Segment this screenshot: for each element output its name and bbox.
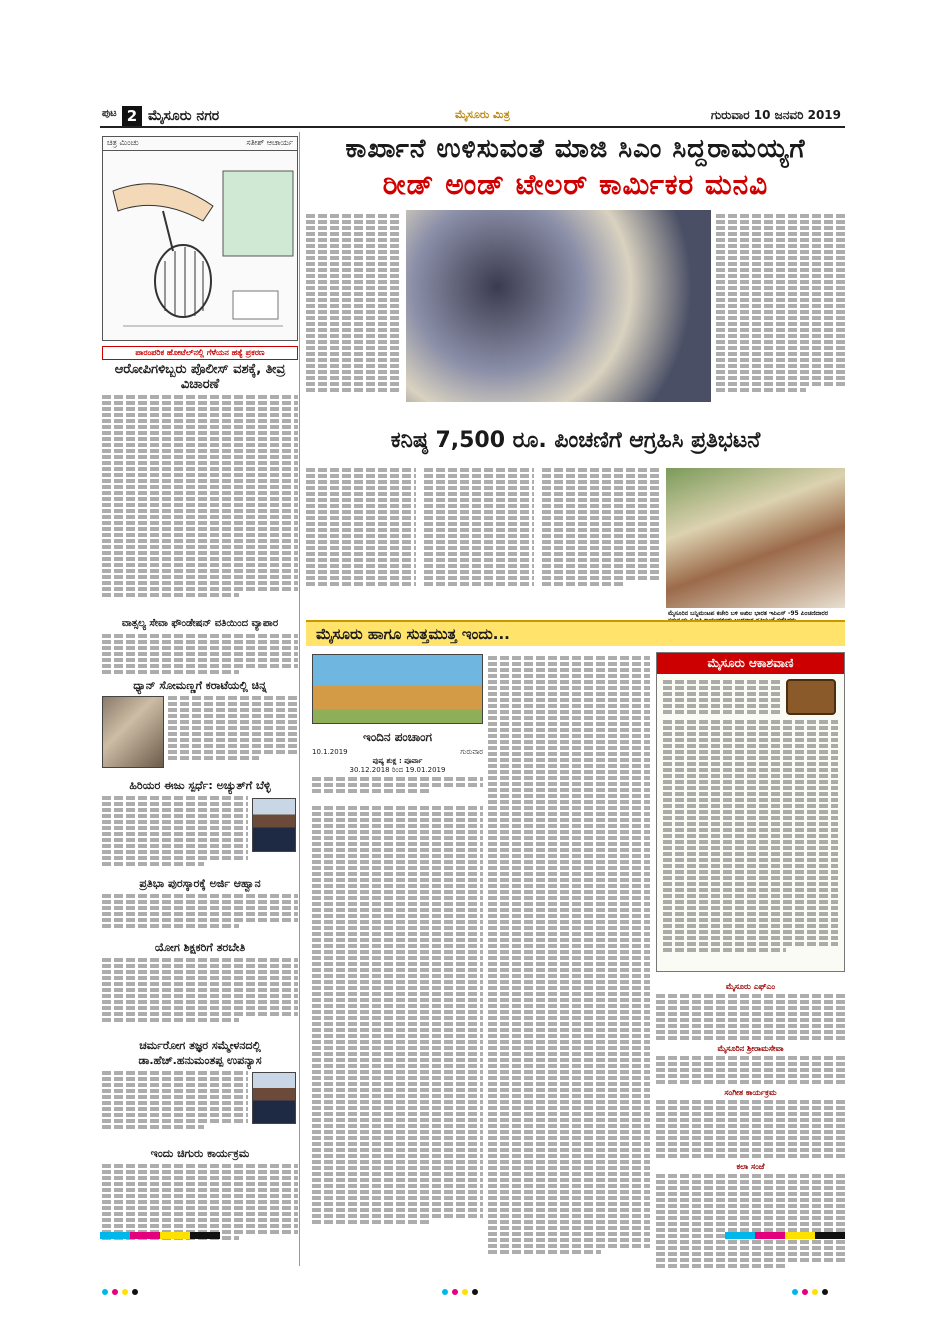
subhead-music: ಸಂಗೀತ ಕಾರ್ಯಕ್ರಮ bbox=[724, 1088, 777, 1097]
lead-headline-line1: ಕಾರ್ಖಾನೆ ಉಳಿಸುವಂತೆ ಮಾಜಿ ಸಿಎಂ ಸಿದ್ದರಾಮಯ್ಯಗೆ bbox=[345, 134, 806, 164]
cartoon-drawing bbox=[103, 151, 297, 340]
section-title: ಮೈಸೂರು ನಗರ bbox=[148, 108, 220, 124]
radio-title: ಮೈಸೂರು ಆಕಾಶವಾಣಿ bbox=[657, 653, 844, 674]
panchanga-range: 30.12.2018 ರಿಂದ 19.01.2019 bbox=[349, 766, 446, 774]
story-kicker: ಪಾರಂಪರಿಕ ಹೋಟೆಲ್‌ನಲ್ಲಿ ಗೆಳೆಯನ ಹತ್ಯೆ ಪ್ರಕರಣ bbox=[102, 346, 298, 360]
panchanga-box bbox=[312, 748, 483, 795]
story-yoga bbox=[102, 938, 298, 1024]
story-scholarship bbox=[102, 874, 298, 930]
story-chiguru bbox=[102, 1144, 298, 1242]
events-col2 bbox=[488, 654, 650, 1256]
events-band bbox=[306, 620, 845, 646]
story-headline: ಯೋಗ ಶಿಕ್ಷಕರಿಗೆ ತರಬೇತಿ bbox=[154, 941, 246, 954]
registration-dots bbox=[100, 1280, 140, 1299]
story-swimming bbox=[102, 776, 298, 868]
panchanga-masa: ಪುಷ್ಯ ಶುಕ್ಲ : ಪೂರ್ವಾ bbox=[372, 757, 423, 765]
story-headline: ಚರ್ಮರೋಗ ತಜ್ಞರ ಸಮ್ಮೇಳನದಲ್ಲಿ ಡಾ.ಹೆಚ್.ಹನುಮಂತಪ್ಪ ಉಪನ್ಯಾಸ bbox=[138, 1039, 262, 1067]
main-area bbox=[306, 132, 845, 1266]
left-column bbox=[100, 132, 300, 1266]
registration-dots bbox=[790, 1280, 830, 1299]
newspaper-page bbox=[100, 106, 845, 1266]
events-band-title: ಮೈಸೂರು ಹಾಗೂ ಸುತ್ತಮುತ್ತ ಇಂದು... bbox=[316, 625, 510, 643]
story-headline: ವಾತ್ಸಲ್ಯ ಸೇವಾ ಫೌಂಡೇಷನ್ ವತಿಯಿಂದ ವ್ಯಾಪಾರ bbox=[121, 618, 279, 629]
story-vatsalya bbox=[102, 614, 298, 676]
radio-schedule-box bbox=[656, 652, 845, 972]
panchanga-date: 10.1.2019 bbox=[312, 748, 348, 756]
panchanga-title: ಇಂದಿನ ಪಂಚಾಂಗ bbox=[363, 730, 432, 744]
story-headline: ಇಂದು ಚಿಗುರು ಕಾರ್ಯಕ್ರಮ bbox=[150, 1147, 250, 1160]
issue-date: ಗುರುವಾರ 10 ಜನವರಿ 2019 bbox=[710, 108, 841, 122]
registration-dots bbox=[440, 1280, 480, 1299]
swimmer-portrait bbox=[252, 798, 296, 852]
cartoon-panel bbox=[102, 136, 298, 341]
subhead-ramaseva: ಮೈಸೂರಿನ ಶ್ರೀರಾಮಸೇವಾ bbox=[717, 1044, 784, 1053]
lead-headline-line2: ರೀಡ್ ಅಂಡ್ ಟೇಲರ್ ಕಾರ್ಮಿಕರ ಮನವಿ bbox=[382, 168, 769, 201]
subhead-fm: ಮೈಸೂರು ಎಫ್ಎಂ bbox=[725, 982, 776, 991]
lead-story-col1 bbox=[306, 212, 402, 394]
events-col3 bbox=[656, 978, 845, 1270]
events-col1 bbox=[312, 804, 483, 1226]
story-dermatology bbox=[102, 1036, 298, 1131]
masthead bbox=[100, 106, 845, 128]
pension-story-col1 bbox=[306, 466, 416, 588]
photo-caption: ಮೈಸೂರಿನ ಬನ್ನಿಮಂಟಪ ಕಚೇರಿ ಬಳಿ ಅಖಿಲ ಭಾರತ ಇಪಿಎಸ್ -95 ಪಿಂಚಣಿದಾರರ bbox=[668, 610, 829, 617]
doctor-portrait bbox=[252, 1072, 296, 1124]
lead-story-col4 bbox=[716, 212, 845, 394]
cartoon-title: ಚಿತ್ರ ಮಿಂಚು bbox=[107, 138, 139, 147]
story-headline: ಆರೋಪಿಗಳಿಬ್ಬರು ಪೊಲೀಸ್ ವಶಕ್ಕೆ, ತೀವ್ರ ವಿಚಾರಣೆ bbox=[114, 362, 286, 392]
second-headline: ಕನಿಷ್ಠ 7,500 ರೂ. ಪಿಂಚಣಿಗೆ ಆಗ್ರಹಿಸಿ ಪ್ರತಿಭಟನೆ bbox=[390, 428, 761, 453]
story-hotel-murder bbox=[102, 346, 298, 599]
karate-photo bbox=[102, 696, 164, 768]
story-headline: ಧ್ಯಾನ್ ಸೋಮಣ್ಣಗೆ ಕರಾಟೆಯಲ್ಲಿ ಚಿನ್ನ bbox=[133, 679, 267, 692]
subhead-kala: ಕಲಾ ಸಂಜೆ bbox=[736, 1162, 765, 1171]
pension-protest-photo bbox=[666, 468, 845, 608]
palace-image bbox=[312, 654, 483, 724]
protest-photo bbox=[406, 210, 711, 402]
color-registration-bar bbox=[100, 1232, 220, 1239]
pension-story-col3 bbox=[542, 466, 660, 588]
paper-name: ಮೈಸೂರು ಮಿತ್ರ bbox=[455, 108, 510, 121]
story-karate bbox=[102, 676, 298, 762]
story-headline: ಹಿರಿಯರ ಈಜು ಸ್ಪರ್ಧೆ: ಅಚ್ಯುತ್‌ಗೆ ಬೆಳ್ಳಿ bbox=[129, 779, 271, 792]
panchanga-day: ಗುರುವಾರ bbox=[460, 748, 483, 756]
story-headline: ಪ್ರತಿಭಾ ಪುರಸ್ಕಾರಕ್ಕೆ ಅರ್ಜಿ ಆಹ್ವಾನ bbox=[139, 877, 261, 890]
radio-icon bbox=[786, 679, 836, 715]
page-label: ಪುಟ bbox=[102, 108, 117, 119]
color-registration-bar bbox=[725, 1232, 845, 1239]
cartoon-artist: ಸತೀಶ್ ಆಚಾರ್ಯ bbox=[246, 138, 293, 147]
page-number: 2 bbox=[122, 106, 142, 126]
pension-story-col2 bbox=[424, 466, 534, 588]
